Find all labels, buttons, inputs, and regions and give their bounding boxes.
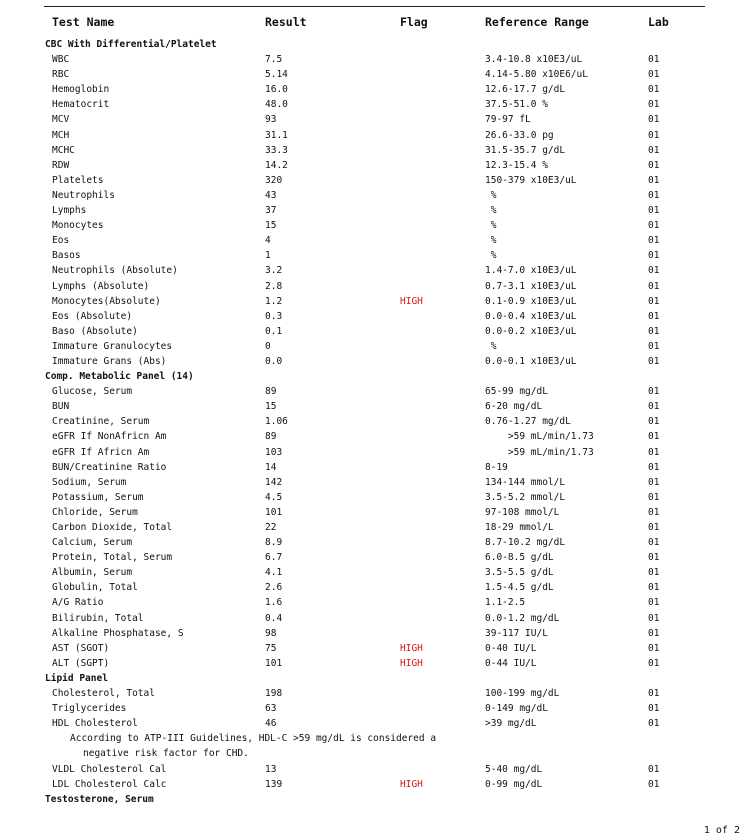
lab-code: 01 bbox=[648, 642, 660, 654]
test-result: 8.9 bbox=[265, 537, 283, 549]
test-result: 14 bbox=[265, 461, 277, 473]
reference-range: 0.0-0.2 x10E3/uL bbox=[485, 325, 577, 337]
table-row bbox=[0, 520, 750, 535]
test-name: Albumin, Serum bbox=[52, 567, 133, 579]
lab-code: 01 bbox=[648, 144, 660, 156]
reference-range: 79-97 fL bbox=[485, 114, 531, 126]
test-result: 14.2 bbox=[265, 159, 288, 171]
test-name: Monocytes(Absolute) bbox=[52, 295, 161, 307]
test-result: 63 bbox=[265, 703, 277, 715]
comment-row bbox=[0, 731, 750, 746]
table-row bbox=[0, 535, 750, 550]
lab-code: 01 bbox=[648, 657, 660, 669]
lab-code: 01 bbox=[648, 250, 660, 262]
lab-code: 01 bbox=[648, 582, 660, 594]
reference-range: 0.76-1.27 mg/dL bbox=[485, 416, 571, 428]
test-name: Platelets bbox=[52, 174, 104, 186]
reference-range: 5-40 mg/dL bbox=[485, 763, 543, 775]
lab-code: 01 bbox=[648, 446, 660, 458]
table-row bbox=[0, 339, 750, 354]
reference-range: 1.1-2.5 bbox=[485, 597, 526, 609]
reference-range: 3.5-5.5 g/dL bbox=[485, 567, 554, 579]
test-result: 22 bbox=[265, 522, 277, 533]
test-result: 46 bbox=[265, 718, 277, 730]
test-name: MCH bbox=[52, 129, 70, 141]
table-row bbox=[0, 641, 750, 656]
table-row bbox=[0, 203, 750, 218]
reference-range: % bbox=[485, 235, 497, 247]
test-result: 139 bbox=[265, 778, 283, 790]
table-row bbox=[0, 475, 750, 490]
reference-range: 31.5-35.7 g/dL bbox=[485, 144, 566, 156]
table-row bbox=[0, 445, 750, 460]
table-row bbox=[0, 777, 750, 792]
test-result: 4 bbox=[265, 235, 271, 247]
test-name: Bilirubin, Total bbox=[52, 612, 144, 624]
test-result: 98 bbox=[265, 627, 277, 639]
lab-code: 01 bbox=[648, 416, 660, 428]
reference-range: >59 mL/min/1.73 bbox=[485, 431, 594, 443]
test-name: eGFR If NonAfricn Am bbox=[52, 431, 167, 443]
reference-range: 0-99 mg/dL bbox=[485, 778, 543, 790]
lab-code: 01 bbox=[648, 567, 660, 579]
reference-range: % bbox=[485, 250, 497, 262]
lab-code: 01 bbox=[648, 627, 660, 639]
test-result: 101 bbox=[265, 657, 283, 669]
test-result: 0 bbox=[265, 340, 271, 352]
table-row bbox=[0, 279, 750, 294]
test-result: 198 bbox=[265, 688, 283, 700]
test-result: 142 bbox=[265, 476, 283, 488]
reference-range: 26.6-33.0 pg bbox=[485, 129, 554, 141]
reference-range: % bbox=[485, 220, 497, 232]
section-heading-row bbox=[0, 792, 750, 807]
table-row bbox=[0, 490, 750, 505]
table-row bbox=[0, 67, 750, 82]
lab-code: 01 bbox=[648, 703, 660, 715]
lab-code: 01 bbox=[648, 522, 660, 533]
lab-code: 01 bbox=[648, 295, 660, 307]
table-row bbox=[0, 565, 750, 580]
test-result: 15 bbox=[265, 401, 277, 413]
test-result: 3.2 bbox=[265, 265, 283, 277]
page-number: 1 of 2 bbox=[703, 825, 740, 836]
table-row bbox=[0, 218, 750, 233]
test-name: Basos bbox=[52, 250, 81, 262]
test-name: AST (SGOT) bbox=[52, 642, 110, 654]
reference-range: 6-20 mg/dL bbox=[485, 401, 543, 413]
lab-code: 01 bbox=[648, 552, 660, 564]
test-result: 7.5 bbox=[265, 54, 283, 66]
lab-code: 01 bbox=[648, 189, 660, 201]
lab-code: 01 bbox=[648, 612, 660, 624]
table-row bbox=[0, 762, 750, 777]
reference-range: 150-379 x10E3/uL bbox=[485, 174, 577, 186]
test-result: 93 bbox=[265, 114, 277, 126]
section-heading: CBC With Differential/Platelet bbox=[45, 39, 217, 50]
test-name: Protein, Total, Serum bbox=[52, 552, 173, 564]
test-name: Calcium, Serum bbox=[52, 537, 133, 549]
table-row bbox=[0, 505, 750, 520]
header-rule bbox=[44, 6, 705, 7]
reference-range: % bbox=[485, 205, 497, 217]
lab-code: 01 bbox=[648, 597, 660, 609]
test-result: 0.3 bbox=[265, 310, 283, 322]
test-result: 89 bbox=[265, 386, 277, 398]
test-result: 43 bbox=[265, 189, 277, 201]
test-result: 89 bbox=[265, 431, 277, 443]
section-heading-row bbox=[0, 37, 750, 52]
test-name: Eos bbox=[52, 235, 70, 247]
lab-code: 01 bbox=[648, 778, 660, 790]
table-row bbox=[0, 188, 750, 203]
test-name: Alkaline Phosphatase, S bbox=[52, 627, 184, 639]
test-result: 103 bbox=[265, 446, 283, 458]
reference-range: 12.3-15.4 % bbox=[485, 159, 548, 171]
table-row bbox=[0, 686, 750, 701]
reference-range: 0.0-0.1 x10E3/uL bbox=[485, 355, 577, 367]
test-result: 4.5 bbox=[265, 491, 283, 503]
test-name: Immature Granulocytes bbox=[52, 340, 173, 352]
test-name: MCV bbox=[52, 114, 70, 126]
reference-range: 3.5-5.2 mmol/L bbox=[485, 491, 566, 503]
reference-range: 100-199 mg/dL bbox=[485, 688, 560, 700]
test-name: Hemoglobin bbox=[52, 84, 110, 96]
reference-range: 39-117 IU/L bbox=[485, 627, 548, 639]
table-row bbox=[0, 384, 750, 399]
table-row bbox=[0, 294, 750, 309]
test-result: 1 bbox=[265, 250, 271, 262]
test-result: 48.0 bbox=[265, 99, 288, 111]
table-row bbox=[0, 324, 750, 339]
comment-text: According to ATP-III Guidelines, HDL-C >59 mg/dL is considered a bbox=[70, 733, 437, 745]
test-name: Eos (Absolute) bbox=[52, 310, 133, 322]
lab-code: 01 bbox=[648, 280, 660, 292]
lab-code: 01 bbox=[648, 205, 660, 217]
reference-range: 12.6-17.7 g/dL bbox=[485, 84, 566, 96]
flag-badge: HIGH bbox=[400, 295, 423, 307]
test-name: Lymphs (Absolute) bbox=[52, 280, 150, 292]
reference-range: 8.7-10.2 mg/dL bbox=[485, 537, 566, 549]
test-name: Immature Grans (Abs) bbox=[52, 355, 167, 367]
reference-range: 0-149 mg/dL bbox=[485, 703, 548, 715]
table-row bbox=[0, 716, 750, 731]
test-result: 5.14 bbox=[265, 69, 288, 81]
reference-range: 65-99 mg/dL bbox=[485, 386, 548, 398]
lab-code: 01 bbox=[648, 461, 660, 473]
lab-code: 01 bbox=[648, 491, 660, 503]
header-test-name: Test Name bbox=[52, 15, 115, 29]
lab-code: 01 bbox=[648, 431, 660, 443]
test-result: 31.1 bbox=[265, 129, 288, 141]
test-name: BUN bbox=[52, 401, 70, 413]
table-row bbox=[0, 248, 750, 263]
section-heading-row bbox=[0, 671, 750, 686]
section-heading: Testosterone, Serum bbox=[45, 793, 154, 805]
reference-range: 0.0-1.2 mg/dL bbox=[485, 612, 560, 624]
table-row bbox=[0, 82, 750, 97]
table-row bbox=[0, 158, 750, 173]
reference-range: 37.5-51.0 % bbox=[485, 99, 548, 111]
reference-range: 134-144 mmol/L bbox=[485, 476, 566, 488]
table-row bbox=[0, 52, 750, 67]
test-name: Neutrophils bbox=[52, 189, 115, 201]
test-result: 0.1 bbox=[265, 325, 283, 337]
reference-range: 3.4-10.8 x10E3/uL bbox=[485, 54, 583, 66]
reference-range: 1.4-7.0 x10E3/uL bbox=[485, 265, 577, 277]
test-name: Lymphs bbox=[52, 205, 87, 217]
test-result: 0.0 bbox=[265, 355, 283, 367]
test-name: VLDL Cholesterol Cal bbox=[52, 763, 167, 775]
lab-code: 01 bbox=[648, 537, 660, 549]
test-name: WBC bbox=[52, 54, 70, 66]
lab-code: 01 bbox=[648, 506, 660, 518]
test-result: 1.6 bbox=[265, 597, 283, 609]
lab-code: 01 bbox=[648, 159, 660, 171]
test-name: A/G Ratio bbox=[52, 597, 104, 609]
test-result: 320 bbox=[265, 174, 283, 186]
test-result: 2.6 bbox=[265, 582, 283, 594]
test-result: 15 bbox=[265, 220, 277, 232]
test-result: 13 bbox=[265, 763, 277, 775]
test-name: Hematocrit bbox=[52, 99, 110, 111]
lab-code: 01 bbox=[648, 99, 660, 111]
test-result: 0.4 bbox=[265, 612, 283, 624]
test-result: 4.1 bbox=[265, 567, 283, 579]
reference-range: 0-40 IU/L bbox=[485, 642, 537, 654]
comment-row bbox=[0, 746, 750, 761]
test-name: eGFR If Africn Am bbox=[52, 446, 150, 458]
reference-range: >39 mg/dL bbox=[485, 718, 537, 730]
lab-code: 01 bbox=[648, 476, 660, 488]
flag-badge: HIGH bbox=[400, 642, 423, 654]
lab-code: 01 bbox=[648, 763, 660, 775]
test-result: 6.7 bbox=[265, 552, 283, 564]
lab-code: 01 bbox=[648, 84, 660, 96]
reference-range: >59 mL/min/1.73 bbox=[485, 446, 594, 458]
test-result: 37 bbox=[265, 205, 277, 217]
lab-code: 01 bbox=[648, 340, 660, 352]
lab-code: 01 bbox=[648, 401, 660, 413]
reference-range: 97-108 mmol/L bbox=[485, 506, 560, 518]
lab-code: 01 bbox=[648, 235, 660, 247]
header-reference-range: Reference Range bbox=[485, 15, 589, 29]
test-name: RBC bbox=[52, 69, 70, 81]
test-name: MCHC bbox=[52, 144, 75, 156]
lab-code: 01 bbox=[648, 688, 660, 700]
test-name: Chloride, Serum bbox=[52, 506, 138, 518]
test-name: Neutrophils (Absolute) bbox=[52, 265, 178, 277]
test-name: Baso (Absolute) bbox=[52, 325, 138, 337]
section-heading: Comp. Metabolic Panel (14) bbox=[45, 371, 194, 383]
reference-range: 0.0-0.4 x10E3/uL bbox=[485, 310, 577, 322]
table-row bbox=[0, 354, 750, 369]
reference-range: % bbox=[485, 340, 497, 352]
table-row bbox=[0, 626, 750, 641]
test-result: 33.3 bbox=[265, 144, 288, 156]
reference-range: 18-29 mmol/L bbox=[485, 522, 554, 533]
test-name: Potassium, Serum bbox=[52, 491, 144, 503]
test-result: 2.8 bbox=[265, 280, 283, 292]
test-name: Triglycerides bbox=[52, 703, 127, 715]
header-result: Result bbox=[265, 15, 307, 29]
reference-range: 6.0-8.5 g/dL bbox=[485, 552, 554, 564]
lab-code: 01 bbox=[648, 265, 660, 277]
header-flag: Flag bbox=[400, 15, 428, 29]
test-name: ALT (SGPT) bbox=[52, 657, 110, 669]
table-row bbox=[0, 233, 750, 248]
lab-code: 01 bbox=[648, 386, 660, 398]
test-name: HDL Cholesterol bbox=[52, 718, 138, 730]
results-table bbox=[0, 37, 750, 807]
test-name: RDW bbox=[52, 159, 70, 171]
table-row bbox=[0, 173, 750, 188]
table-row bbox=[0, 429, 750, 444]
table-row bbox=[0, 143, 750, 158]
section-heading: Lipid Panel bbox=[45, 672, 108, 684]
table-row bbox=[0, 595, 750, 610]
table-row bbox=[0, 263, 750, 278]
table-row bbox=[0, 701, 750, 716]
table-row bbox=[0, 656, 750, 671]
test-name: BUN/Creatinine Ratio bbox=[52, 461, 167, 473]
flag-badge: HIGH bbox=[400, 778, 423, 790]
lab-code: 01 bbox=[648, 355, 660, 367]
test-name: Glucose, Serum bbox=[52, 386, 133, 398]
lab-code: 01 bbox=[648, 220, 660, 232]
lab-code: 01 bbox=[648, 718, 660, 730]
table-row bbox=[0, 460, 750, 475]
test-name: Carbon Dioxide, Total bbox=[52, 522, 173, 533]
table-row bbox=[0, 611, 750, 626]
section-heading-row bbox=[0, 369, 750, 384]
table-row bbox=[0, 550, 750, 565]
lab-code: 01 bbox=[648, 174, 660, 186]
test-name: Sodium, Serum bbox=[52, 476, 127, 488]
lab-code: 01 bbox=[648, 54, 660, 66]
test-name: Globulin, Total bbox=[52, 582, 138, 594]
comment-text: negative risk factor for CHD. bbox=[83, 748, 249, 760]
reference-range: % bbox=[485, 189, 497, 201]
test-result: 101 bbox=[265, 506, 283, 518]
lab-code: 01 bbox=[648, 114, 660, 126]
test-name: Cholesterol, Total bbox=[52, 688, 155, 700]
test-result: 16.0 bbox=[265, 84, 288, 96]
reference-range: 1.5-4.5 g/dL bbox=[485, 582, 554, 594]
test-name: Creatinine, Serum bbox=[52, 416, 150, 428]
header-lab: Lab bbox=[648, 15, 669, 29]
table-row bbox=[0, 399, 750, 414]
test-name: Monocytes bbox=[52, 220, 104, 232]
reference-range: 0.1-0.9 x10E3/uL bbox=[485, 295, 577, 307]
table-row bbox=[0, 580, 750, 595]
flag-badge: HIGH bbox=[400, 657, 423, 669]
table-row bbox=[0, 414, 750, 429]
test-result: 1.2 bbox=[265, 295, 283, 307]
test-result: 1.06 bbox=[265, 416, 288, 428]
test-result: 75 bbox=[265, 642, 277, 654]
lab-code: 01 bbox=[648, 310, 660, 322]
lab-code: 01 bbox=[648, 325, 660, 337]
test-name: LDL Cholesterol Calc bbox=[52, 778, 167, 790]
lab-code: 01 bbox=[648, 129, 660, 141]
reference-range: 0-44 IU/L bbox=[485, 657, 537, 669]
reference-range: 8-19 bbox=[485, 461, 508, 473]
table-row bbox=[0, 97, 750, 112]
table-row bbox=[0, 112, 750, 127]
reference-range: 4.14-5.80 x10E6/uL bbox=[485, 69, 588, 81]
reference-range: 0.7-3.1 x10E3/uL bbox=[485, 280, 577, 292]
table-row bbox=[0, 309, 750, 324]
lab-code: 01 bbox=[648, 69, 660, 81]
table-row bbox=[0, 128, 750, 143]
